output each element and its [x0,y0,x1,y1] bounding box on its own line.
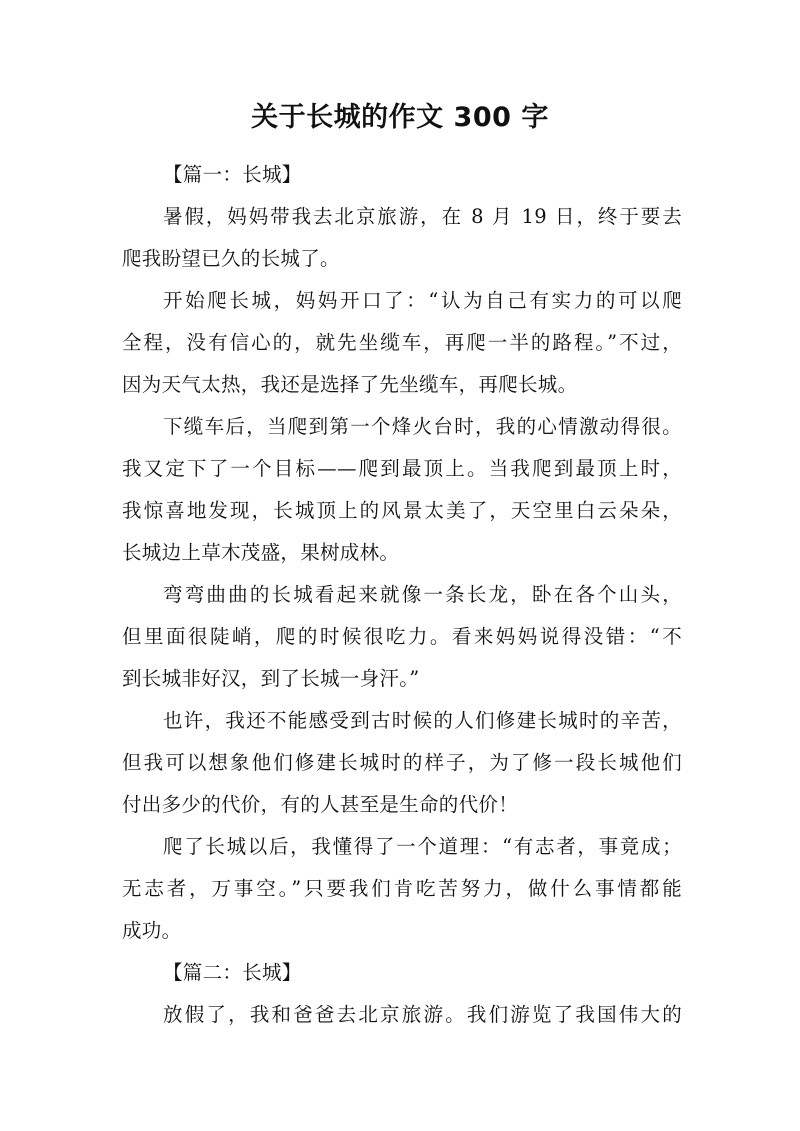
paragraph-line: 因为天气太热，我还是选择了先坐缆车，再爬长城。 [122,373,578,396]
paragraph-line: 但里面很陡峭，爬的时候很吃力。看来妈妈说得没错：“不 [122,625,682,648]
paragraph-line: 放假了，我和爸爸去北京旅游。我们游览了我国伟大的 [163,1003,682,1026]
page-title: 关于长城的作文 300 字 [251,102,549,133]
paragraph-line: 爬我盼望已久的长城了。 [122,247,340,270]
paragraph-line: 但我可以想象他们修建长城时的样子，为了修一段长城他们 [122,751,682,774]
paragraph-line: 下缆车后，当爬到第一个烽火台时，我的心情激动得很。 [163,415,682,438]
paragraph-line: 弯弯曲曲的长城看起来就像一条长龙，卧在各个山头， [163,583,682,606]
paragraph-line: 开始爬长城，妈妈开口了：“认为自己有实力的可以爬 [163,289,682,312]
paragraph-line: 暑假，妈妈带我去北京旅游，在 8 月 19 日，终于要去 [163,205,682,228]
paragraph-line: 无志者，万事空。”只要我们肯吃苦努力，做什么事情都能 [122,877,682,900]
paragraph-line: 爬了长城以后，我懂得了一个道理：“有志者，事竟成； [163,835,682,858]
section-heading: 【篇一：长城】 [163,163,302,186]
paragraph-line: 成功。 [122,919,182,942]
paragraph-line: 付出多少的代价，有的人甚至是生命的代价！ [122,793,519,816]
paragraph-line: 我又定下了一个目标——爬到最顶上。当我爬到最顶上时， [122,457,682,480]
section-heading: 【篇二：长城】 [163,961,302,984]
paragraph-line: 长城边上草木茂盛，果树成林。 [122,541,400,564]
paragraph-line: 全程，没有信心的，就先坐缆车，再爬一半的路程。”不过， [122,331,682,354]
paragraph-line: 到长城非好汉，到了长城一身汗。” [122,667,420,690]
paragraph-line: 我惊喜地发现，长城顶上的风景太美了，天空里白云朵朵， [122,499,682,522]
paragraph-line: 也许，我还不能感受到古时候的人们修建长城时的辛苦， [163,709,682,732]
